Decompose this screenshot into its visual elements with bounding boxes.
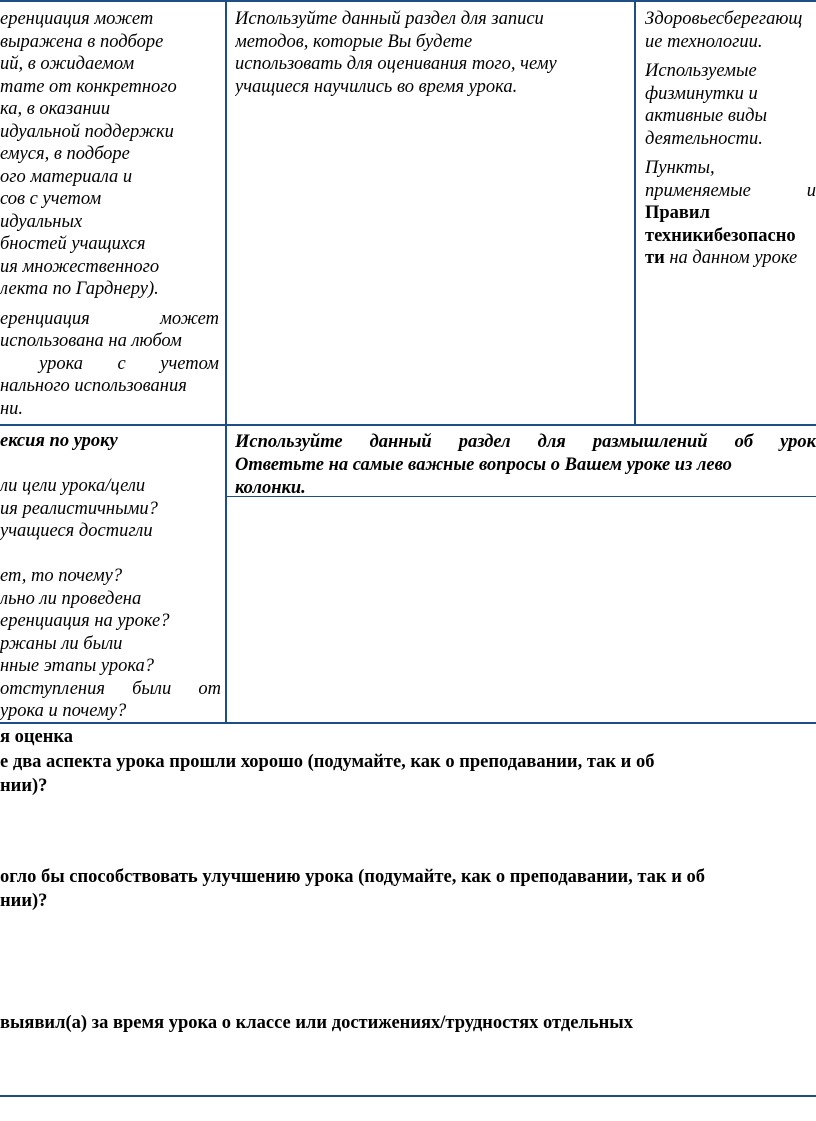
reflection-question-line: ет, то почему?	[0, 566, 123, 586]
instruction-word: урок	[780, 432, 816, 452]
reflection-question-line: нные этапы урока?	[0, 656, 155, 676]
column-divider-2	[634, 0, 636, 425]
differentiation-cell	[0, 8, 223, 422]
question-1-line-1: е два аспекта урока прошли хорошо (подумайте, как о преподавании, так и об	[0, 752, 655, 772]
health-tech-line: ие технологии.	[645, 31, 763, 52]
reflection-last-line: урока и почему?	[0, 701, 127, 720]
reflection-question-line: учащиеся достигли	[0, 521, 153, 541]
differentiation-usage-line	[0, 308, 219, 331]
question-2-line-1: огло бы способствовать улучшению урока (подумайте, как о преподавании, так и об	[0, 867, 705, 887]
question-2-line-2: нии)?	[0, 891, 48, 911]
safety-rules-bold-1: Правил	[645, 203, 710, 223]
reflection-question-line: еренциация на уроке?	[0, 611, 170, 631]
differentiation-line: выражена в подборе	[0, 31, 164, 52]
differentiation-usage-line	[0, 375, 219, 398]
reflection-justified-line	[0, 678, 221, 701]
differentiation-line: лекта по Гарднеру).	[0, 279, 159, 299]
reflection-title: ексия по уроку	[0, 431, 118, 451]
differentiation-usage-word: использована на любом	[0, 331, 182, 351]
instruction-word: об	[734, 432, 754, 452]
differentiation-usage-word: ни.	[0, 398, 24, 419]
differentiation-line: тате от конкретного	[0, 76, 177, 97]
health-technologies-cell	[645, 8, 816, 422]
differentiation-usage-line	[0, 353, 219, 376]
reflection-word: от	[198, 678, 221, 699]
safety-rules-rest: на данном уроке	[664, 248, 798, 268]
table-top-border	[0, 0, 816, 2]
health-tech-line: Здоровьесберегающ	[645, 9, 803, 29]
row-divider-1	[0, 424, 816, 426]
lesson-reflection-cell	[0, 430, 221, 720]
reflection-word: отступления	[0, 678, 105, 699]
differentiation-line: идуальной поддержки	[0, 121, 174, 142]
differentiation-line: бностей учащихся	[0, 234, 146, 254]
instruction-word: размышлений	[592, 432, 708, 452]
activity-line: Используемые	[645, 61, 757, 81]
right-justified-line	[645, 180, 816, 203]
bottom-border	[0, 1095, 816, 1097]
assessment-methods-line: учащиеся научились во время урока.	[235, 76, 518, 97]
assessment-title: я оценка	[0, 727, 74, 747]
differentiation-usage-line	[0, 330, 219, 353]
differentiation-usage-word: еренциация	[0, 308, 90, 329]
activity-line: физминутки и	[645, 83, 758, 104]
reflection-question-line	[0, 543, 221, 566]
differentiation-line: емуся, в подборе	[0, 144, 130, 164]
safety-rules-bold-3: ти	[645, 248, 665, 268]
instruction-word: данный	[369, 432, 432, 452]
differentiation-usage-word: учетом	[160, 353, 219, 374]
differentiation-line: ка, в оказании	[0, 99, 111, 119]
question-3-line-1: выявил(а) за время урока о классе или достижениях/трудностях отдельных	[0, 1013, 633, 1033]
differentiation-line: ий, в ожидаемом	[0, 54, 135, 74]
differentiation-line: еренциация может	[0, 9, 154, 29]
instruction-word: Используйте	[235, 432, 343, 452]
reflection-instructions-line-3: колонки.	[235, 478, 306, 495]
points-word: и	[806, 180, 816, 201]
reflection-instructions-line-2: Ответьте на самые важные вопросы о Вашем уроке из лево	[235, 455, 732, 475]
differentiation-line: ого материала и	[0, 166, 133, 187]
reflection-instructions-cell	[235, 431, 816, 495]
assessment-methods-line: Используйте данный раздел для записи	[235, 9, 544, 29]
differentiation-line: идуальных	[0, 211, 83, 232]
assessment-methods-line: методов, которые Вы будете	[235, 31, 473, 52]
reflection-word: были	[132, 678, 172, 699]
differentiation-usage-word: может	[160, 308, 219, 329]
differentiation-usage-word: урока	[39, 353, 84, 374]
differentiation-usage-word: с	[117, 353, 126, 374]
reflection-question-line: ли цели урока/цели	[0, 476, 146, 496]
row-divider-3	[0, 722, 816, 724]
activity-line: деятельности.	[645, 128, 763, 149]
differentiation-line: ия множественного	[0, 256, 160, 277]
points-word: применяемые	[645, 180, 751, 201]
reflection-instructions-line-1	[235, 431, 816, 454]
reflection-question-line	[0, 453, 221, 476]
assessment-methods-cell	[235, 8, 630, 422]
instruction-word: для	[537, 432, 566, 452]
reflection-question-line: ржаны ли были	[0, 633, 123, 654]
reflection-question-line: ия реалистичными?	[0, 498, 158, 519]
differentiation-usage-word: нального использования	[0, 376, 187, 396]
points-line: Пункты,	[645, 158, 715, 178]
reflection-answer-area[interactable]	[227, 497, 816, 722]
differentiation-usage-line	[0, 398, 219, 421]
instruction-word: раздел	[458, 432, 511, 452]
differentiation-usage-word	[0, 353, 5, 376]
safety-rules-line-3	[645, 247, 816, 270]
reflection-question-line: льно ли проведена	[0, 588, 142, 609]
activity-line: активные виды	[645, 106, 768, 126]
assessment-methods-line: использовать для оценивания того, чему	[235, 54, 557, 74]
differentiation-line: сов с учетом	[0, 189, 102, 209]
question-1-line-2: нии)?	[0, 776, 48, 796]
safety-rules-bold-2: техникибезопасно	[645, 225, 796, 246]
